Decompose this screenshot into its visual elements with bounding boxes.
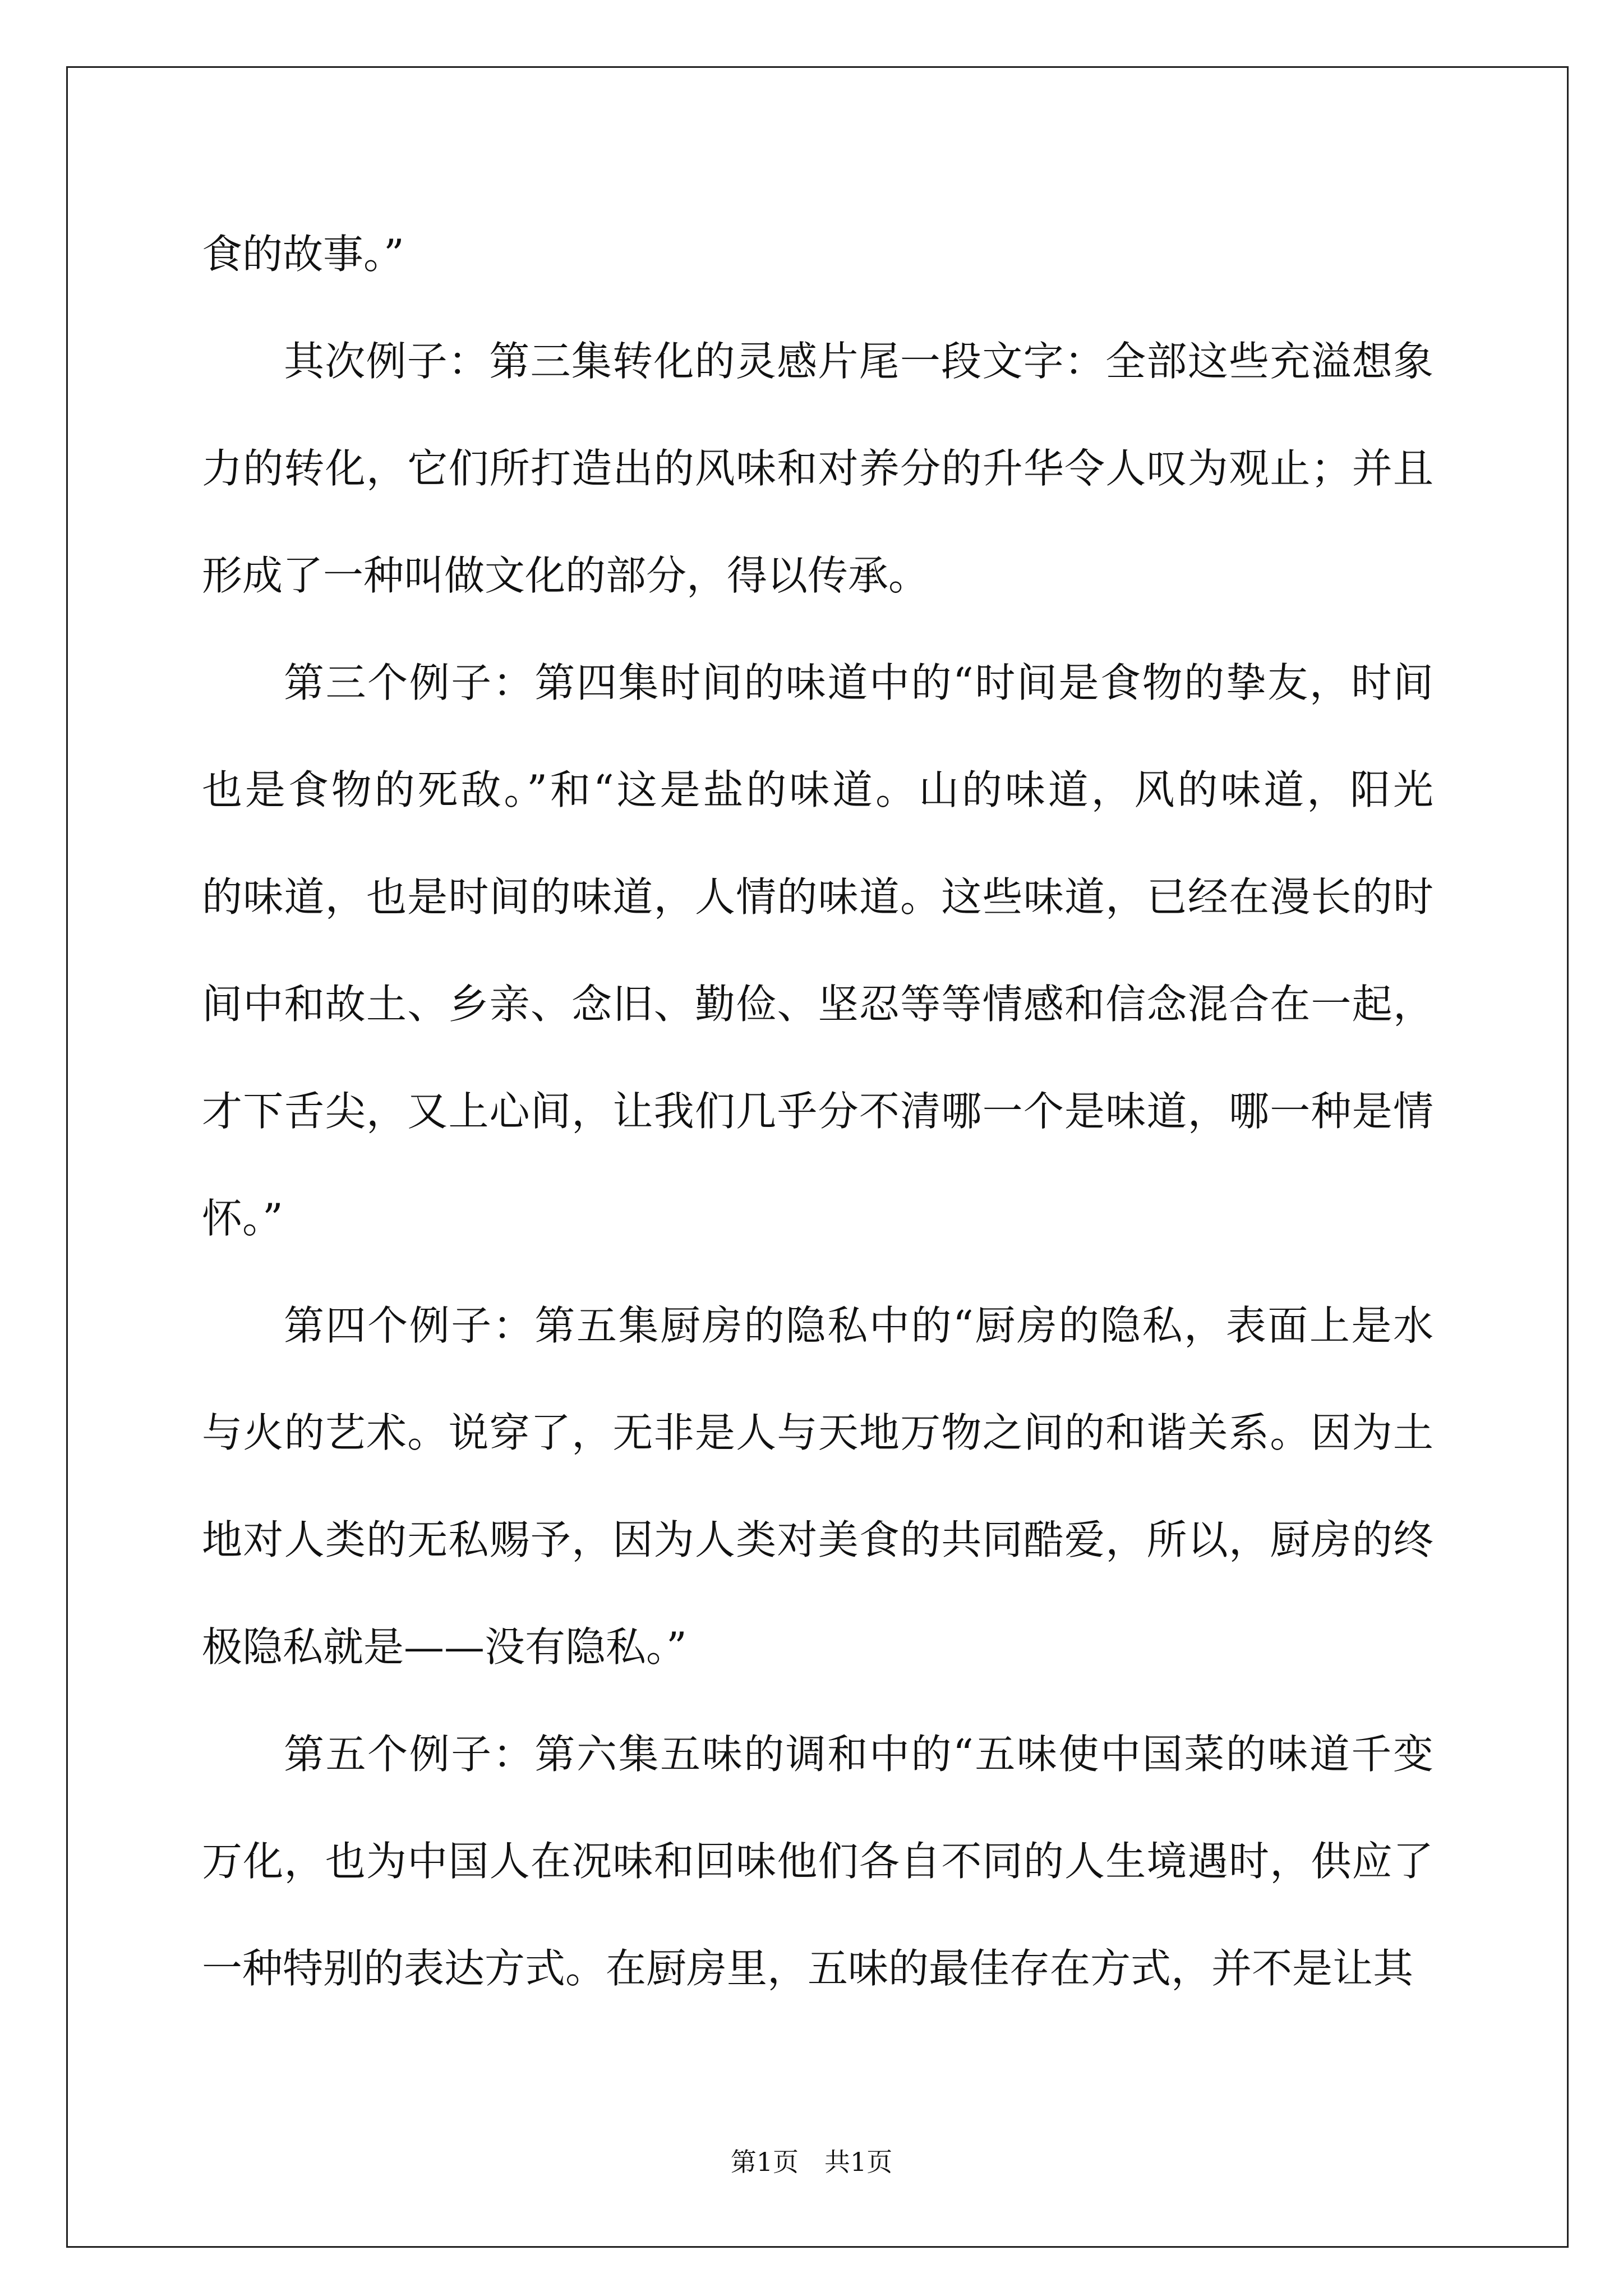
text-line: 其次例子：第三集转化的灵感片尾一段文字：全部这些充溢想象 (284, 338, 1433, 385)
text-line: 食的故事。” (202, 231, 404, 278)
text-line: 力的转化，它们所打造出的风味和对养分的升华令人叹为观止；并且 (202, 445, 1433, 492)
text-line: 第四个例子：第五集厨房的隐私中的“厨房的隐私，表面上是水 (284, 1302, 1433, 1349)
text-line: 一种特别的表达方式。在厨房里，五味的最佳存在方式，并不是让其 (202, 1945, 1414, 1992)
text-line: 地对人类的无私赐予，因为人类对美食的共同酷爱，所以，厨房的终 (202, 1516, 1433, 1563)
text-line: 万化，也为中国人在况味和回味他们各自不同的人生境遇时，供应了 (202, 1838, 1433, 1885)
page-number-footer: 第1页 共1页 (730, 2147, 893, 2177)
text-line: 也是食物的死敌。”和“这是盐的味道。山的味道，风的味道，阳光 (202, 766, 1433, 813)
text-line: 极隐私就是——没有隐私。” (202, 1623, 687, 1671)
text-line: 与火的艺术。说穿了，无非是人与天地万物之间的和谐关系。因为土 (202, 1409, 1433, 1456)
text-line: 第五个例子：第六集五味的调和中的“五味使中国菜的味道千变 (284, 1731, 1433, 1778)
text-line: 形成了一种叫做文化的部分，得以传承。 (202, 552, 929, 599)
text-line: 第三个例子：第四集时间的味道中的“时间是食物的挚友，时间 (284, 659, 1433, 706)
text-line: 怀。” (202, 1195, 283, 1242)
text-line: 才下舌尖，又上心间，让我们几乎分不清哪一个是味道，哪一种是情 (202, 1088, 1433, 1135)
text-line: 的味道，也是时间的味道，人情的味道。这些味道，已经在漫长的时 (202, 873, 1433, 921)
document-body (202, 201, 1433, 2022)
text-line: 间中和故土、乡亲、念旧、勤俭、坚忍等等情感和信念混合在一起， (202, 981, 1433, 1028)
